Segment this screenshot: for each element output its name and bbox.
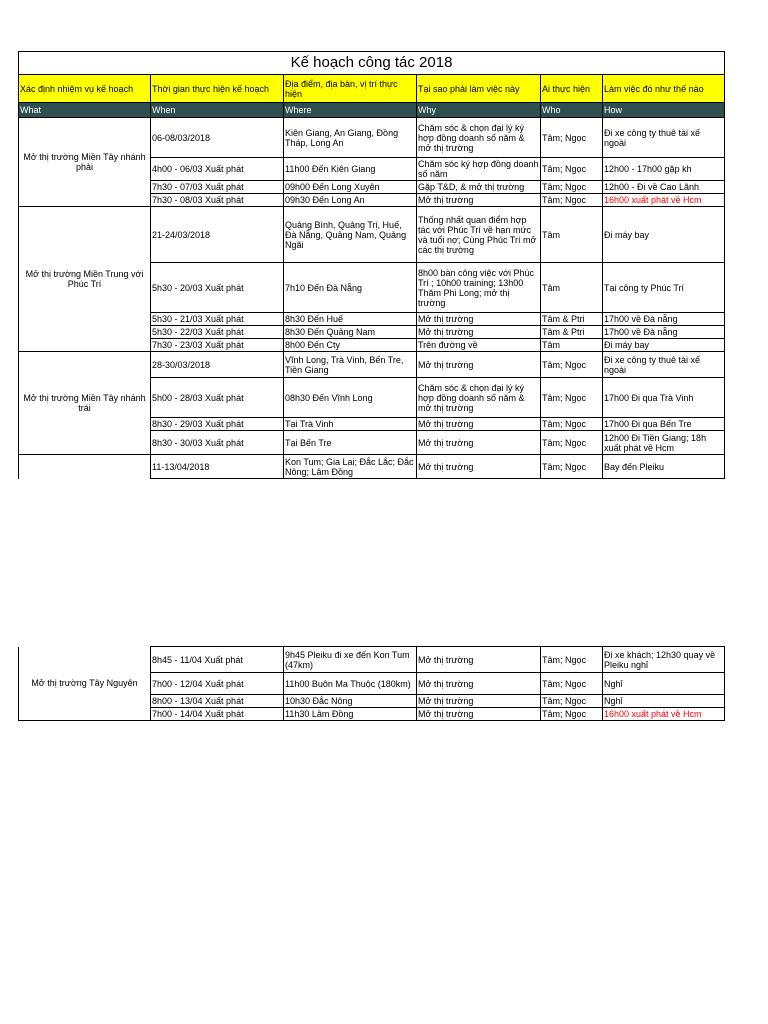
table-cell: Tại Trà Vinh [284, 418, 417, 431]
table-cell: 7h00 - 14/04 Xuất phát [151, 708, 284, 721]
table-cell: Đi máy bay [603, 339, 725, 352]
table-cell: 12h00 - 17h00 gặp kh [603, 158, 725, 181]
table-cell: Quảng Bình, Quảng Trị, Huế, Đà Nẵng, Quảng Nam, Quảng Ngãi [284, 207, 417, 263]
table-cell: Tại công ty Phúc Trí [603, 263, 725, 313]
table-cell: 5h30 - 20/03 Xuất phát [151, 263, 284, 313]
table-cell: Mở thị trường [417, 455, 541, 479]
table-cell: 7h30 - 07/03 Xuất phát [151, 181, 284, 194]
table-cell: Tâm; Ngọc [541, 158, 603, 181]
table-cell: 9h45 Pleiku đi xe đến Kon Tum (47km) [284, 647, 417, 673]
task-group-label: Mở thị trường Miền Trung với Phúc Trí [19, 207, 151, 352]
table-cell: Mở thị trường [417, 431, 541, 455]
column-subheader: When [151, 103, 284, 118]
table-cell: 5h00 - 28/03 Xuất phát [151, 378, 284, 418]
table-cell: 11h00 Đến Kiên Giang [284, 158, 417, 181]
table-cell: Kon Tum; Gia Lai; Đắc Lắc; Đắc Nông; Lâm Đồng [284, 455, 417, 479]
table-cell: 11-13/04/2018 [151, 455, 284, 479]
task-group-label: Mở thị trường Tây Nguyên [19, 647, 151, 721]
table-cell: 4h00 - 06/03 Xuất phát [151, 158, 284, 181]
table-cell: 8h30 Đến Quảng Nam [284, 326, 417, 339]
table-cell: Tâm; Ngọc [541, 708, 603, 721]
table-cell: Tâm; Ngọc [541, 181, 603, 194]
task-group-label: Mở thị trường Miền Tây nhánh trái [19, 352, 151, 455]
table-cell: Tâm; Ngọc [541, 455, 603, 479]
column-subheader: Why [417, 103, 541, 118]
table-cell: Tại Bến Tre [284, 431, 417, 455]
table-row [19, 647, 725, 673]
table-cell: Tâm & Ptri [541, 326, 603, 339]
table-cell: Mở thị trường [417, 695, 541, 708]
table-cell: 8h00 bàn công việc với Phúc Trí ; 10h00 training; 13h00 Thăm Phi Long; mở thị trường [417, 263, 541, 313]
table-cell: 09h00 Đến Long Xuyên [284, 181, 417, 194]
table-row [19, 455, 725, 479]
plan-table [18, 51, 725, 479]
table-cell: Đi xe công ty thuê tài xế ngoài [603, 118, 725, 158]
table-cell: 7h00 - 12/04 Xuất phát [151, 673, 284, 695]
table-cell: Mở thị trường [417, 418, 541, 431]
table-cell: 17h00 Đi qua Bến Tre [603, 418, 725, 431]
task-group-label: Mở thị trường Miền Tây nhánh phải [19, 118, 151, 207]
table-cell: Chăm sóc ký hợp đồng doanh số năm [417, 158, 541, 181]
column-header: Làm việc đó như thế nào [603, 75, 725, 103]
table-cell: Đi máy bay [603, 207, 725, 263]
table-cell: 16h00 xuất phát về Hcm [603, 194, 725, 207]
table-cell: Đi xe khách; 12h30 quay về Pleiku nghỉ [603, 647, 725, 673]
table-cell: Chăm sóc & chọn đại lý ký hợp đồng doanh số năm & mở thị trường [417, 118, 541, 158]
table-cell: 12h00 - Đi về Cao Lãnh [603, 181, 725, 194]
column-header: Địa điểm, địa bàn, vị trí thực hiện [284, 75, 417, 103]
table-cell: 7h30 - 08/03 Xuất phát [151, 194, 284, 207]
table-cell: 8h00 Đến Cty [284, 339, 417, 352]
table-cell: Kiên Giang, An Giang, Đồng Tháp, Long An [284, 118, 417, 158]
table-cell: 11h30 Lâm Đồng [284, 708, 417, 721]
table-cell: Bay đến Pleiku [603, 455, 725, 479]
table-cell: 12h00 Đi Tiền Giang; 18h xuất phát về Hcm [603, 431, 725, 455]
table-cell: Gặp T&D, & mở thị trường [417, 181, 541, 194]
table-cell: Mở thị trường [417, 647, 541, 673]
table-cell: 06-08/03/2018 [151, 118, 284, 158]
table-cell: Tâm [541, 207, 603, 263]
table-cell: 8h45 - 11/04 Xuất phát [151, 647, 284, 673]
table-cell: Mở thị trường [417, 673, 541, 695]
table-cell: 5h30 - 21/03 Xuất phát [151, 313, 284, 326]
column-subheader: What [19, 103, 151, 118]
table-cell: Tâm [541, 263, 603, 313]
table-cell: Tâm; Ngọc [541, 695, 603, 708]
table-row [19, 207, 725, 263]
table-cell: 17h00 Đi qua Trà Vinh [603, 378, 725, 418]
table-cell: 8h30 - 29/03 Xuất phát [151, 418, 284, 431]
table-cell: Vĩnh Long, Trà Vinh, Bến Tre, Tiền Giang [284, 352, 417, 378]
table-cell: 17h00 về Đà nẵng [603, 313, 725, 326]
column-header: Xác định nhiệm vụ kế hoạch [19, 75, 151, 103]
table-cell: Nghỉ [603, 673, 725, 695]
table-cell: 16h00 xuất phát về Hcm [603, 708, 725, 721]
column-header: Thời gian thực hiện kế hoạch [151, 75, 284, 103]
table-cell: Tâm; Ngọc [541, 118, 603, 158]
table-cell: 21-24/03/2018 [151, 207, 284, 263]
table-cell: Đi xe công ty thuê tài xế ngoài [603, 352, 725, 378]
table-cell: Trên đường về [417, 339, 541, 352]
table-cell: Nghỉ [603, 695, 725, 708]
table-cell: 11h00 Buôn Ma Thuộc (180km) [284, 673, 417, 695]
table-cell: 8h30 Đến Huế [284, 313, 417, 326]
column-header: Ai thực hiện [541, 75, 603, 103]
column-header: Tại sao phải làm việc này [417, 75, 541, 103]
table-cell: Mở thị trường [417, 352, 541, 378]
table-cell: 7h10 Đến Đà Nẵng [284, 263, 417, 313]
table-cell: Tâm [541, 339, 603, 352]
table-cell: 8h00 - 13/04 Xuất phát [151, 695, 284, 708]
table-cell: Mở thị trường [417, 326, 541, 339]
table-row [19, 352, 725, 378]
table-cell: Mở thị trường [417, 313, 541, 326]
table-cell: Thống nhất quan điểm hợp tác với Phúc Trí về hạn mức và tuổi nợ; Cùng Phúc Trí mở các thị trường [417, 207, 541, 263]
table-cell: Tâm; Ngọc [541, 673, 603, 695]
table-cell: 7h30 - 23/03 Xuất phát [151, 339, 284, 352]
table-cell: Tâm; Ngọc [541, 418, 603, 431]
table-cell: 17h00 về Đà nẵng [603, 326, 725, 339]
table-cell: Tâm; Ngọc [541, 431, 603, 455]
column-subheader: Who [541, 103, 603, 118]
table-row [19, 118, 725, 158]
table-cell: Tâm & Ptri [541, 313, 603, 326]
table-cell: Mở thị trường [417, 194, 541, 207]
column-subheader: Where [284, 103, 417, 118]
table-cell: 08h30 Đến Vĩnh Long [284, 378, 417, 418]
table-cell: 28-30/03/2018 [151, 352, 284, 378]
table-cell: Mở thị trường [417, 708, 541, 721]
table-cell: Tâm; Ngọc [541, 194, 603, 207]
table-cell: Chăm sóc & chọn đại lý ký hợp đồng doanh số năm & mở thị trường [417, 378, 541, 418]
table-cell: 8h30 - 30/03 Xuất phát [151, 431, 284, 455]
task-group-label-empty [19, 455, 151, 479]
page-title: Kế hoạch công tác 2018 [19, 52, 725, 75]
table-cell: Tâm; Ngọc [541, 378, 603, 418]
column-subheader: How [603, 103, 725, 118]
table-cell: Tâm; Ngọc [541, 352, 603, 378]
table-cell: Tâm; Ngọc [541, 647, 603, 673]
plan-table-continued [18, 646, 725, 721]
table-cell: 5h30 - 22/03 Xuất phát [151, 326, 284, 339]
table-cell: 10h30 Đắc Nông [284, 695, 417, 708]
table-cell: 09h30 Đến Long An [284, 194, 417, 207]
